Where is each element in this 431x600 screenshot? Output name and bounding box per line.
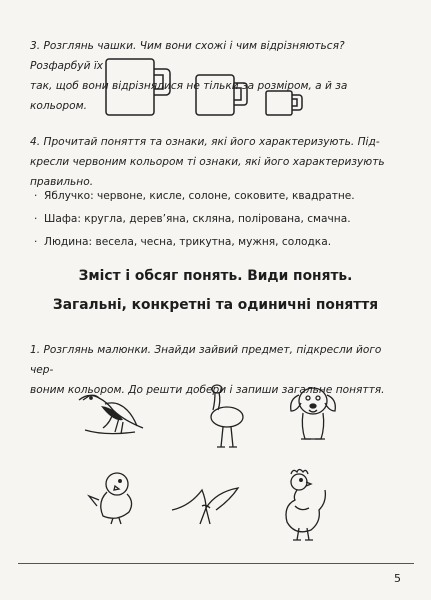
swallow-icon xyxy=(168,482,246,528)
task-1-line-1: 1. Розглянь малюнки. Знайди зайвий предмет, підкресли його чер- xyxy=(30,344,382,376)
magpie-icon xyxy=(75,390,155,440)
chick-icon xyxy=(85,470,145,526)
task-4-line-1: 4. Прочитай поняття та ознаки, які його характеризують. Під- xyxy=(30,136,380,148)
medium-cup-icon xyxy=(196,75,247,115)
big-cup-icon xyxy=(106,59,170,115)
rooster-icon xyxy=(275,466,333,546)
task-4-line-3: правильно. xyxy=(30,176,94,188)
small-cup-icon xyxy=(266,91,302,115)
task-4-list xyxy=(34,186,404,255)
puppy-icon xyxy=(285,383,341,447)
list-item: · Шафа: кругла, дерев’яна, скляна, полірована, смачна. xyxy=(34,213,351,225)
ostrich-icon xyxy=(205,383,255,451)
list-item: · Яблучко: червоне, кисле, солоне, соковите, квадратне. xyxy=(34,190,355,202)
task-4 xyxy=(30,132,402,192)
page-number: 5 xyxy=(394,572,401,585)
footer-rule xyxy=(18,563,414,564)
list-item: · Людина: весела, чесна, трикутна, мужня, солодка. xyxy=(34,236,332,248)
task-1-line-2: воним кольором. До решти добери і запиши загальне поняття. xyxy=(30,384,385,396)
section-title-line-1: Зміст і обсяг понять. Види понять. xyxy=(78,268,353,284)
task-3-line-1: 3. Розглянь чашки. Чим вони схожі і чим відрізняються? Розфарбуй їх xyxy=(30,40,345,72)
cups-illustration xyxy=(100,55,310,125)
section-title-line-2: Загальні, конкретні та одиничні поняття xyxy=(52,297,379,313)
task-3-line-2: так, щоб вони відрізнялися не тільки за розміром, а й за кольором. xyxy=(30,80,348,112)
task-4-line-2: кресли червоним кольором ті ознаки, які його характеризують xyxy=(30,156,385,168)
